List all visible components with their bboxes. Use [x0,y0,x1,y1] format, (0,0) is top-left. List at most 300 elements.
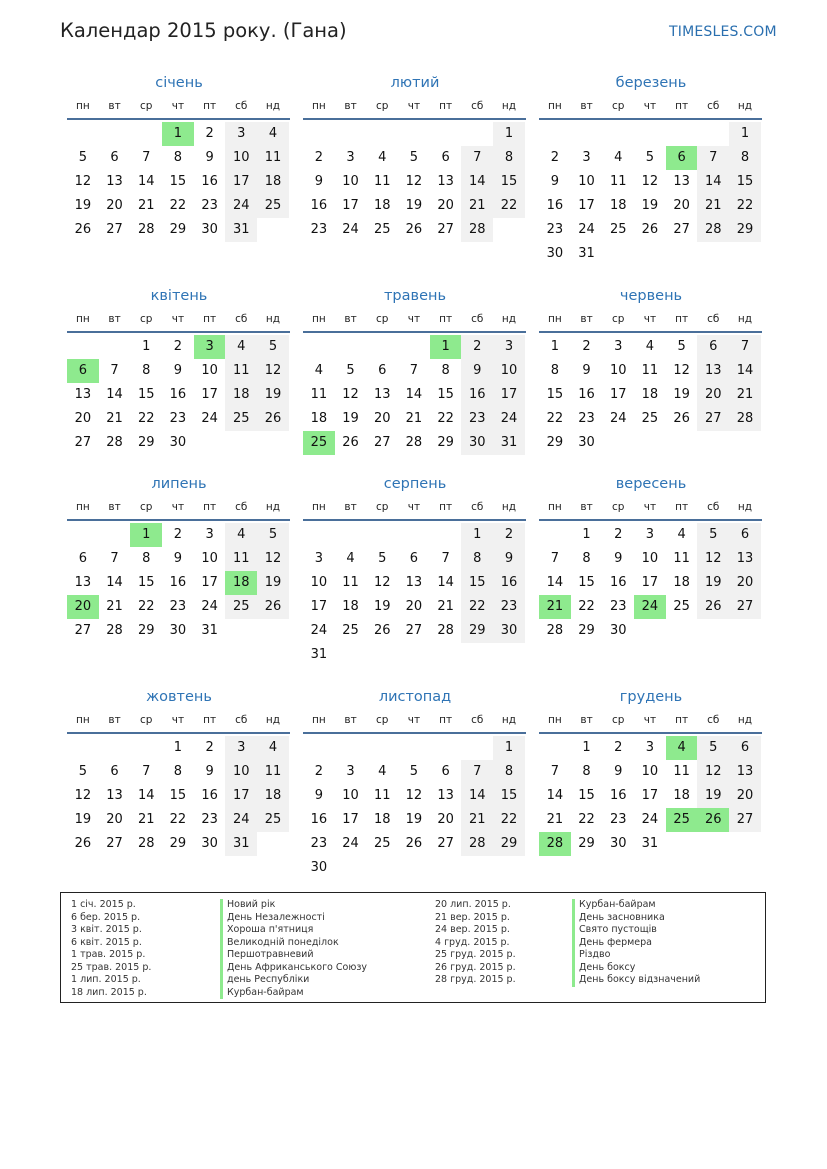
empty-cell [539,122,571,146]
weekday-label: нд [737,313,753,325]
weekday-label: пт [675,501,689,513]
month-name: лютий [390,75,440,91]
weekday-label: чт [643,714,657,726]
weekday-label: чт [171,501,185,513]
day-cell: 7 [142,764,151,779]
day-cell: 3 [205,527,214,542]
weekday-label: ср [139,100,153,112]
day-cell: 23 [169,599,187,614]
day-cell: 24 [342,222,359,237]
weekday-label: вт [344,100,357,112]
day-cell: 16 [493,571,525,595]
day-cell: 30 [169,623,187,638]
day-cell: 10 [342,788,359,803]
day-cell: 9 [614,551,623,566]
month-name: вересень [615,476,687,492]
day-cell: 10 [641,764,659,779]
day-cell: 24 [641,812,659,827]
holiday-name: День Незалежності [220,912,367,925]
day-cell: 12 [257,359,289,383]
day-cell: 26 [74,836,92,851]
day-cell: 22 [546,411,564,426]
day-cell: 21 [729,383,761,407]
day-cell: 23 [609,599,627,614]
day-cell: 29 [169,836,187,851]
day-cell: 15 [493,784,525,808]
day-cell: 19 [405,198,423,213]
day-cell: 11 [257,760,289,784]
holiday-date: 25 трав. 2015 р. [71,961,152,973]
weekday-label: вт [108,313,121,325]
weekday-label: ср [375,501,389,513]
day-cell: 13 [106,174,123,189]
day-cell: 16 [461,383,493,407]
empty-cell [634,122,666,146]
holiday-date: 1 січ. 2015 р. [71,899,136,910]
day-cell: 7 [461,760,493,784]
day-cell: 20 [729,784,761,808]
day-cell: 15 [578,575,595,590]
day-cell: 14 [137,174,155,189]
weekday-label: пн [311,313,326,325]
month-block [304,285,526,455]
weekday-label: чт [171,714,185,726]
day-cell: 11 [609,174,627,189]
holiday-date: 26 груд. 2015 р. [435,961,516,973]
day-cell: 26 [697,595,729,619]
day-cell: 1 [729,122,761,146]
day-cell: 14 [106,387,123,402]
weekday-label: пт [203,100,217,112]
day-cell: 8 [493,146,525,170]
empty-cell [461,736,493,760]
weekday-label: вт [580,100,593,112]
day-cell: 1 [582,527,591,542]
weekday-label: нд [265,100,281,112]
weekday-label: чт [407,501,421,513]
day-cell: 23 [546,222,564,237]
day-cell: 12 [405,788,423,803]
day-cell: 6 [441,150,450,165]
day-cell: 24 [225,808,257,832]
day-cell: 27 [74,623,92,638]
day-cell: 6 [409,551,419,566]
day-cell: 19 [74,198,92,213]
empty-cell [335,122,367,146]
day-cell: 22 [137,411,155,426]
day-cell: 14 [405,387,423,402]
day-cell: 30 [609,623,627,638]
day-cell: 24 [578,222,595,237]
month-block [304,686,526,880]
day-cell: 16 [609,788,627,803]
day-cell: 9 [314,174,323,189]
day-cell: 31 [493,431,525,455]
weekday-label: нд [501,714,517,726]
weekday-label: нд [501,100,517,112]
day-cell: 7 [142,150,151,165]
weekday-label: сб [235,714,248,726]
day-cell: 27 [697,407,729,431]
day-cell: 2 [493,523,525,547]
day-cell: 4 [378,764,387,779]
day-cell: 11 [373,174,391,189]
day-cell: 31 [201,623,218,638]
day-cell: 22 [137,599,155,614]
weekday-label: пт [203,501,217,513]
day-cell: 16 [310,812,328,827]
day-cell: 10 [201,363,218,378]
day-cell: 17 [493,383,525,407]
day-cell: 3 [346,764,355,779]
day-cell: 22 [493,194,525,218]
day-cell: 4 [346,551,355,566]
day-cell: 26 [405,222,423,237]
weekday-label: пн [311,100,326,112]
day-cell: 27 [729,595,761,619]
day-cell: 9 [173,363,183,378]
day-cell: 8 [142,551,151,566]
day-cell: 23 [493,595,525,619]
day-cell: 6 [666,146,698,170]
day-cell: 16 [609,575,627,590]
day-cell: 6 [67,359,99,383]
day-cell: 22 [169,198,187,213]
empty-cell [303,122,335,146]
holiday-name: День засновника [572,912,700,925]
day-cell: 14 [697,170,729,194]
holiday-date: 4 груд. 2015 р. [435,936,510,948]
day-cell: 9 [173,551,183,566]
day-cell: 29 [546,435,564,450]
day-cell: 12 [697,547,729,571]
day-cell: 10 [609,363,627,378]
day-cell: 9 [461,359,493,383]
day-cell: 11 [225,359,257,383]
weekday-header [303,309,526,333]
weekday-label: ср [611,313,625,325]
day-cell: 20 [729,571,761,595]
day-cell: 7 [729,335,761,359]
day-cell: 21 [137,812,155,827]
day-cell: 14 [461,784,493,808]
day-cell: 3 [225,122,257,146]
day-cell: 8 [142,363,151,378]
day-cell: 12 [342,387,359,402]
day-grid [303,122,526,242]
day-cell: 13 [74,387,92,402]
day-cell: 1 [493,122,525,146]
empty-cell [398,335,430,359]
empty-cell [130,122,162,146]
month-block [304,473,526,667]
day-cell: 21 [405,411,423,426]
day-cell: 29 [493,832,525,856]
day-cell: 2 [461,335,493,359]
day-cell: 26 [697,808,729,832]
holiday-name: Різдво [572,949,700,962]
day-cell: 15 [729,170,761,194]
weekday-label: пн [75,714,90,726]
day-cell: 18 [373,812,391,827]
weekday-label: сб [235,313,248,325]
day-cell: 25 [257,808,289,832]
day-cell: 28 [437,623,454,638]
day-cell: 14 [137,788,155,803]
day-cell: 14 [106,575,123,590]
day-cell: 5 [378,551,387,566]
day-cell: 23 [310,836,328,851]
weekday-label: ср [139,714,153,726]
weekday-label: чт [407,714,421,726]
month-name: липень [151,476,207,492]
day-cell: 6 [729,523,761,547]
weekday-header [67,96,290,120]
day-cell: 29 [461,619,493,643]
weekday-header [539,96,762,120]
day-grid [539,736,762,856]
day-cell: 28 [546,623,564,638]
day-cell: 30 [546,246,564,261]
weekday-label: пт [675,714,689,726]
day-cell: 6 [441,764,450,779]
day-cell: 5 [697,736,729,760]
day-cell: 3 [314,551,323,566]
day-cell: 12 [74,788,92,803]
empty-cell [99,523,131,547]
legend-dates-right [435,899,516,987]
month-name: квітень [150,288,208,304]
weekday-label: пн [547,714,562,726]
empty-cell [67,335,99,359]
legend-names-right [572,899,700,987]
day-cell: 23 [578,411,595,426]
day-cell: 19 [641,198,659,213]
day-cell: 2 [614,740,623,755]
day-cell: 18 [673,788,690,803]
weekday-label: вт [108,501,121,513]
weekday-label: сб [707,714,720,726]
holiday-name: День Африканського Союзу [220,962,367,975]
day-cell: 2 [314,150,323,165]
day-cell: 25 [225,595,257,619]
day-cell: 7 [110,551,119,566]
day-cell: 8 [582,551,591,566]
weekday-label: пт [439,100,453,112]
day-cell: 13 [373,387,391,402]
day-cell: 13 [405,575,423,590]
day-cell: 11 [373,788,391,803]
holiday-date: 24 вер. 2015 р. [435,924,510,935]
month-name: жовтень [146,689,212,705]
day-grid [539,122,762,266]
month-block [68,686,290,856]
day-cell: 2 [582,339,591,354]
weekday-label: пн [75,501,90,513]
day-cell: 19 [74,812,92,827]
holiday-name: Курбан-байрам [220,987,367,1000]
day-cell: 17 [201,387,218,402]
month-block [540,473,762,643]
day-cell: 27 [673,222,690,237]
weekday-label: сб [471,714,484,726]
day-cell: 27 [729,808,761,832]
weekday-header [539,710,762,734]
day-grid [539,335,762,455]
day-cell: 19 [673,387,690,402]
day-cell: 16 [310,198,328,213]
day-cell: 5 [346,363,355,378]
weekday-label: пт [439,714,453,726]
day-cell: 12 [697,760,729,784]
empty-cell [602,122,634,146]
weekday-label: пт [439,501,453,513]
day-cell: 26 [673,411,690,426]
weekday-label: нд [265,313,281,325]
day-cell: 25 [609,222,627,237]
day-cell: 29 [137,435,155,450]
day-cell: 4 [677,527,686,542]
weekday-label: чт [407,100,421,112]
day-cell: 30 [461,431,493,455]
day-cell: 20 [373,411,391,426]
day-cell: 31 [225,218,257,242]
day-cell: 10 [225,760,257,784]
day-cell: 29 [169,222,187,237]
day-cell: 28 [106,623,123,638]
weekday-label: сб [471,100,484,112]
site-link[interactable]: TIMESLES.COM [669,24,777,40]
holiday-date: 1 трав. 2015 р. [71,949,146,960]
day-cell: 3 [225,736,257,760]
day-cell: 18 [641,387,659,402]
empty-cell [303,335,335,359]
day-cell: 15 [578,788,595,803]
month-name: травень [383,288,447,304]
day-cell: 5 [697,523,729,547]
day-cell: 31 [578,246,595,261]
day-cell: 7 [550,551,559,566]
day-cell: 15 [169,174,187,189]
day-cell: 22 [437,411,454,426]
weekday-label: чт [643,501,657,513]
weekday-label: вт [108,100,121,112]
day-cell: 11 [257,146,289,170]
day-cell: 5 [78,150,87,165]
empty-cell [335,335,367,359]
month-block [540,285,762,455]
empty-cell [99,335,131,359]
weekday-label: вт [580,313,593,325]
empty-cell [366,122,398,146]
day-cell: 22 [461,595,493,619]
day-cell: 25 [303,431,335,455]
day-cell: 17 [578,198,595,213]
weekday-label: сб [707,501,720,513]
day-cell: 15 [137,575,155,590]
holiday-date: 1 лип. 2015 р. [71,974,141,985]
day-cell: 27 [437,836,454,851]
day-cell: 18 [342,599,359,614]
month-name: січень [155,75,203,91]
holiday-legend [60,892,766,1003]
day-cell: 26 [641,222,659,237]
day-cell: 15 [137,387,155,402]
day-cell: 20 [106,198,123,213]
month-block [68,285,290,455]
day-cell: 26 [373,623,391,638]
day-cell: 5 [409,764,419,779]
day-cell: 15 [546,387,564,402]
day-cell: 22 [578,812,595,827]
day-cell: 18 [310,411,328,426]
day-cell: 1 [142,339,151,354]
day-cell: 1 [430,335,462,359]
day-cell: 21 [437,599,454,614]
day-cell: 20 [74,411,92,426]
weekday-header [67,309,290,333]
day-cell: 2 [205,126,214,141]
day-cell: 13 [437,174,454,189]
day-cell: 3 [614,339,623,354]
day-cell: 25 [673,599,690,614]
day-cell: 8 [173,764,183,779]
day-cell: 5 [257,335,289,359]
day-cell: 26 [257,595,289,619]
day-cell: 28 [461,832,493,856]
day-cell: 18 [673,575,690,590]
day-cell: 2 [314,764,323,779]
day-cell: 1 [582,740,591,755]
day-cell: 10 [493,359,525,383]
month-block [540,686,762,856]
day-cell: 9 [550,174,559,189]
weekday-header [67,710,290,734]
weekday-label: пн [311,501,326,513]
day-cell: 25 [641,411,659,426]
day-cell: 20 [437,812,454,827]
day-cell: 15 [169,788,187,803]
empty-cell [461,122,493,146]
month-name: листопад [378,689,452,705]
holiday-name: Курбан-байрам [572,899,700,912]
day-cell: 29 [578,623,595,638]
day-cell: 9 [205,764,214,779]
day-cell: 27 [373,435,391,450]
empty-cell [366,335,398,359]
day-cell: 17 [641,575,659,590]
holiday-date: 21 вер. 2015 р. [435,911,510,923]
day-cell: 6 [697,335,729,359]
weekday-label: ср [139,313,153,325]
day-cell: 18 [257,784,289,808]
day-cell: 6 [378,363,387,378]
weekday-label: пн [547,100,562,112]
day-cell: 7 [550,764,559,779]
weekday-label: пт [675,100,689,112]
day-cell: 4 [378,150,387,165]
holiday-name: Великодній понеділок [220,937,367,950]
weekday-label: вт [108,714,121,726]
day-cell: 30 [310,860,328,875]
legend-dates-left [71,899,151,999]
day-cell: 24 [310,623,328,638]
weekday-label: нд [501,313,517,325]
day-cell: 1 [173,740,183,755]
day-cell: 6 [78,551,87,566]
weekday-label: нд [737,501,753,513]
holiday-date: 20 лип. 2015 р. [435,899,511,910]
